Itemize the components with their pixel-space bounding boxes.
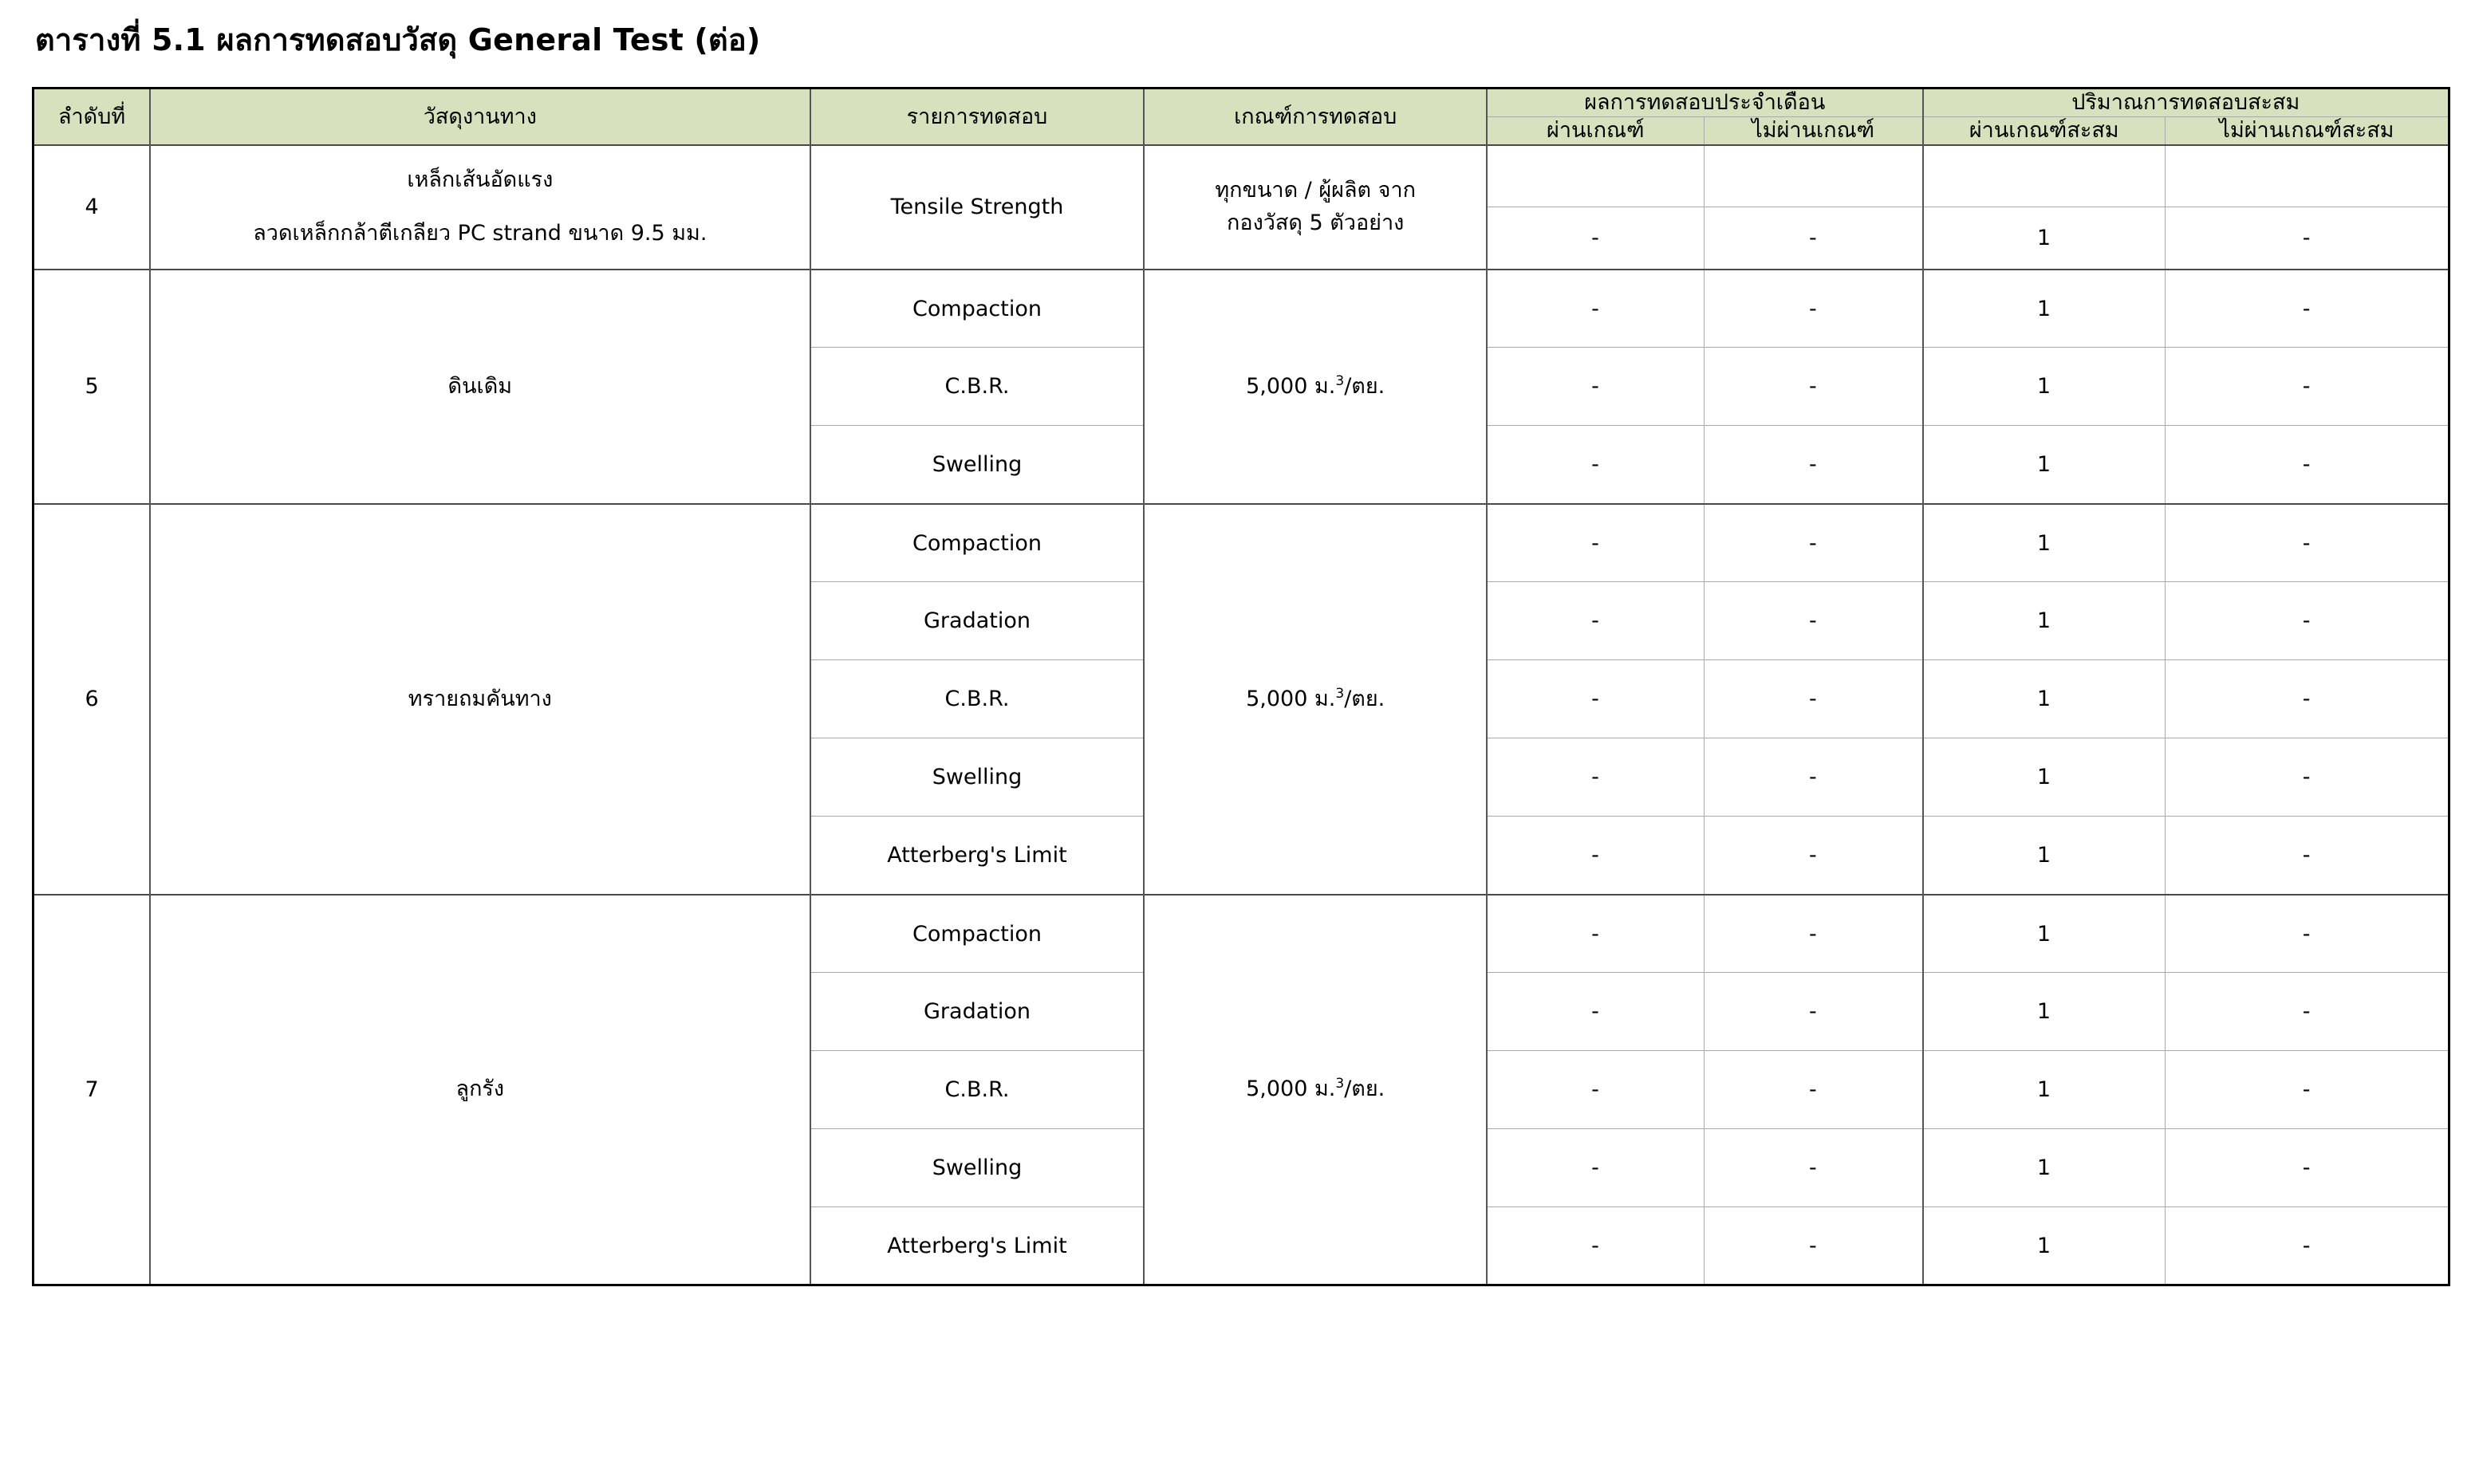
cell-monthly-fail: - — [1704, 504, 1922, 582]
cell-monthly-pass — [1487, 145, 1704, 207]
row-material-name: ดินเดิม — [447, 373, 513, 399]
header-material: วัสดุงานทาง — [150, 89, 810, 145]
cell-cumulative-fail: - — [2165, 270, 2449, 348]
cell-cumulative-fail: - — [2165, 1207, 2449, 1285]
row-no: 7 — [34, 895, 151, 1285]
row-test-item: C.B.R. — [810, 660, 1145, 738]
cell-cumulative-pass: 1 — [1923, 207, 2166, 270]
table-row — [34, 895, 2449, 973]
row-criteria-suffix: /ตย. — [1344, 686, 1385, 711]
cell-monthly-fail: - — [1704, 582, 1922, 660]
row-criteria-line-2: กองวัสดุ 5 ตัวอย่าง — [1227, 210, 1405, 235]
material-test-results-table — [32, 87, 2450, 1286]
row-no: 6 — [34, 504, 151, 895]
cell-monthly-fail: - — [1704, 207, 1922, 270]
cell-cumulative-pass: 1 — [1923, 895, 2166, 973]
table-row — [34, 145, 2449, 207]
row-material-name: ลูกรัง — [455, 1077, 505, 1102]
cell-cumulative-pass: 1 — [1923, 973, 2166, 1051]
cell-monthly-fail: - — [1704, 895, 1922, 973]
row-test-item: Tensile Strength — [810, 145, 1145, 270]
cell-monthly-fail: - — [1704, 660, 1922, 738]
cell-monthly-pass: - — [1487, 895, 1704, 973]
cell-cumulative-fail — [2165, 145, 2449, 207]
row-criteria — [1144, 504, 1486, 895]
header-monthly-fail: ไม่ผ่านเกณฑ์ — [1704, 117, 1922, 145]
cell-cumulative-fail: - — [2165, 973, 2449, 1051]
cell-cumulative-pass: 1 — [1923, 348, 2166, 426]
table-header-row-1 — [34, 89, 2449, 117]
cell-cumulative-fail: - — [2165, 1051, 2449, 1129]
cell-cumulative-pass: 1 — [1923, 1207, 2166, 1285]
cell-cumulative-fail: - — [2165, 1129, 2449, 1207]
cell-monthly-fail: - — [1704, 817, 1922, 895]
cell-cumulative-fail: - — [2165, 738, 2449, 817]
row-test-item: Atterberg's Limit — [810, 817, 1145, 895]
row-criteria-exponent: 3 — [1335, 685, 1345, 702]
row-test-item: Gradation — [810, 973, 1145, 1051]
cell-monthly-fail: - — [1704, 1207, 1922, 1285]
cell-monthly-pass: - — [1487, 1129, 1704, 1207]
cell-cumulative-pass — [1923, 145, 2166, 207]
cell-cumulative-fail: - — [2165, 426, 2449, 504]
cell-monthly-fail: - — [1704, 426, 1922, 504]
cell-cumulative-pass: 1 — [1923, 660, 2166, 738]
row-criteria-line-1: ทุกขนาด / ผู้ผลิต จาก — [1215, 178, 1416, 203]
row-material-name: ทรายถมคันทาง — [408, 686, 552, 711]
cell-cumulative-fail: - — [2165, 348, 2449, 426]
header-criteria: เกณฑ์การทดสอบ — [1144, 89, 1486, 145]
cell-monthly-pass: - — [1487, 426, 1704, 504]
cell-monthly-fail — [1704, 145, 1922, 207]
header-test-item: รายการทดสอบ — [810, 89, 1145, 145]
table-row — [34, 270, 2449, 348]
row-material-name: เหล็กเส้นอัดแรง — [407, 167, 554, 193]
row-no: 4 — [34, 145, 151, 270]
cell-monthly-pass: - — [1487, 504, 1704, 582]
header-cumulative-group: ปริมาณการทดสอบสะสม — [1923, 89, 2449, 117]
cell-monthly-fail: - — [1704, 1129, 1922, 1207]
cell-monthly-pass: - — [1487, 207, 1704, 270]
cell-cumulative-pass: 1 — [1923, 270, 2166, 348]
cell-cumulative-pass: 1 — [1923, 817, 2166, 895]
cell-cumulative-fail: - — [2165, 207, 2449, 270]
header-cumulative-pass: ผ่านเกณฑ์สะสม — [1923, 117, 2166, 145]
row-criteria-prefix: 5,000 ม. — [1246, 686, 1336, 711]
cell-monthly-pass: - — [1487, 348, 1704, 426]
cell-monthly-pass: - — [1487, 660, 1704, 738]
cell-cumulative-fail: - — [2165, 504, 2449, 582]
cell-monthly-pass: - — [1487, 270, 1704, 348]
cell-monthly-pass: - — [1487, 582, 1704, 660]
cell-monthly-pass: - — [1487, 1051, 1704, 1129]
row-test-item: Compaction — [810, 270, 1145, 348]
header-monthly-group: ผลการทดสอบประจำเดือน — [1487, 89, 1923, 117]
row-test-item: Atterberg's Limit — [810, 1207, 1145, 1285]
row-test-item: Compaction — [810, 504, 1145, 582]
cell-monthly-fail: - — [1704, 348, 1922, 426]
cell-cumulative-pass: 1 — [1923, 582, 2166, 660]
cell-cumulative-fail: - — [2165, 895, 2449, 973]
row-test-item: C.B.R. — [810, 348, 1145, 426]
header-cumulative-fail: ไม่ผ่านเกณฑ์สะสม — [2165, 117, 2449, 145]
cell-cumulative-fail: - — [2165, 660, 2449, 738]
row-criteria — [1144, 145, 1486, 270]
page-title: ตารางที่ 5.1 ผลการทดสอบวัสดุ General Test (ต่อ) — [35, 22, 761, 57]
table-row — [34, 504, 2449, 582]
cell-monthly-pass: - — [1487, 817, 1704, 895]
cell-monthly-pass: - — [1487, 1207, 1704, 1285]
cell-cumulative-fail: - — [2165, 582, 2449, 660]
cell-cumulative-pass: 1 — [1923, 1129, 2166, 1207]
row-material — [150, 504, 810, 895]
cell-cumulative-pass: 1 — [1923, 738, 2166, 817]
row-test-item: Swelling — [810, 738, 1145, 817]
cell-monthly-fail: - — [1704, 973, 1922, 1051]
row-material-sub: ลวดเหล็กกล้าตีเกลียว PC strand ขนาด 9.5 มม. — [253, 220, 707, 246]
header-monthly-pass: ผ่านเกณฑ์ — [1487, 117, 1704, 145]
row-criteria-exponent: 3 — [1335, 1076, 1345, 1092]
row-criteria — [1144, 895, 1486, 1285]
cell-monthly-fail: - — [1704, 738, 1922, 817]
cell-monthly-fail: - — [1704, 270, 1922, 348]
row-material — [150, 895, 810, 1285]
row-criteria-suffix: /ตย. — [1344, 1077, 1385, 1102]
cell-cumulative-pass: 1 — [1923, 426, 2166, 504]
row-no: 5 — [34, 270, 151, 504]
header-no: ลำดับที่ — [34, 89, 151, 145]
cell-cumulative-pass: 1 — [1923, 1051, 2166, 1129]
row-test-item: Swelling — [810, 426, 1145, 504]
cell-monthly-fail: - — [1704, 1051, 1922, 1129]
row-test-item: Gradation — [810, 582, 1145, 660]
row-criteria-suffix: /ตย. — [1344, 373, 1385, 399]
row-criteria — [1144, 270, 1486, 504]
row-test-item: Swelling — [810, 1129, 1145, 1207]
row-criteria-prefix: 5,000 ม. — [1246, 1077, 1336, 1102]
row-material — [150, 270, 810, 504]
row-criteria-exponent: 3 — [1335, 372, 1345, 389]
cell-cumulative-pass: 1 — [1923, 504, 2166, 582]
row-material — [150, 145, 810, 270]
row-criteria-prefix: 5,000 ม. — [1246, 373, 1336, 399]
cell-monthly-pass: - — [1487, 973, 1704, 1051]
cell-monthly-pass: - — [1487, 738, 1704, 817]
row-test-item: C.B.R. — [810, 1051, 1145, 1129]
row-test-item: Compaction — [810, 895, 1145, 973]
cell-cumulative-fail: - — [2165, 817, 2449, 895]
